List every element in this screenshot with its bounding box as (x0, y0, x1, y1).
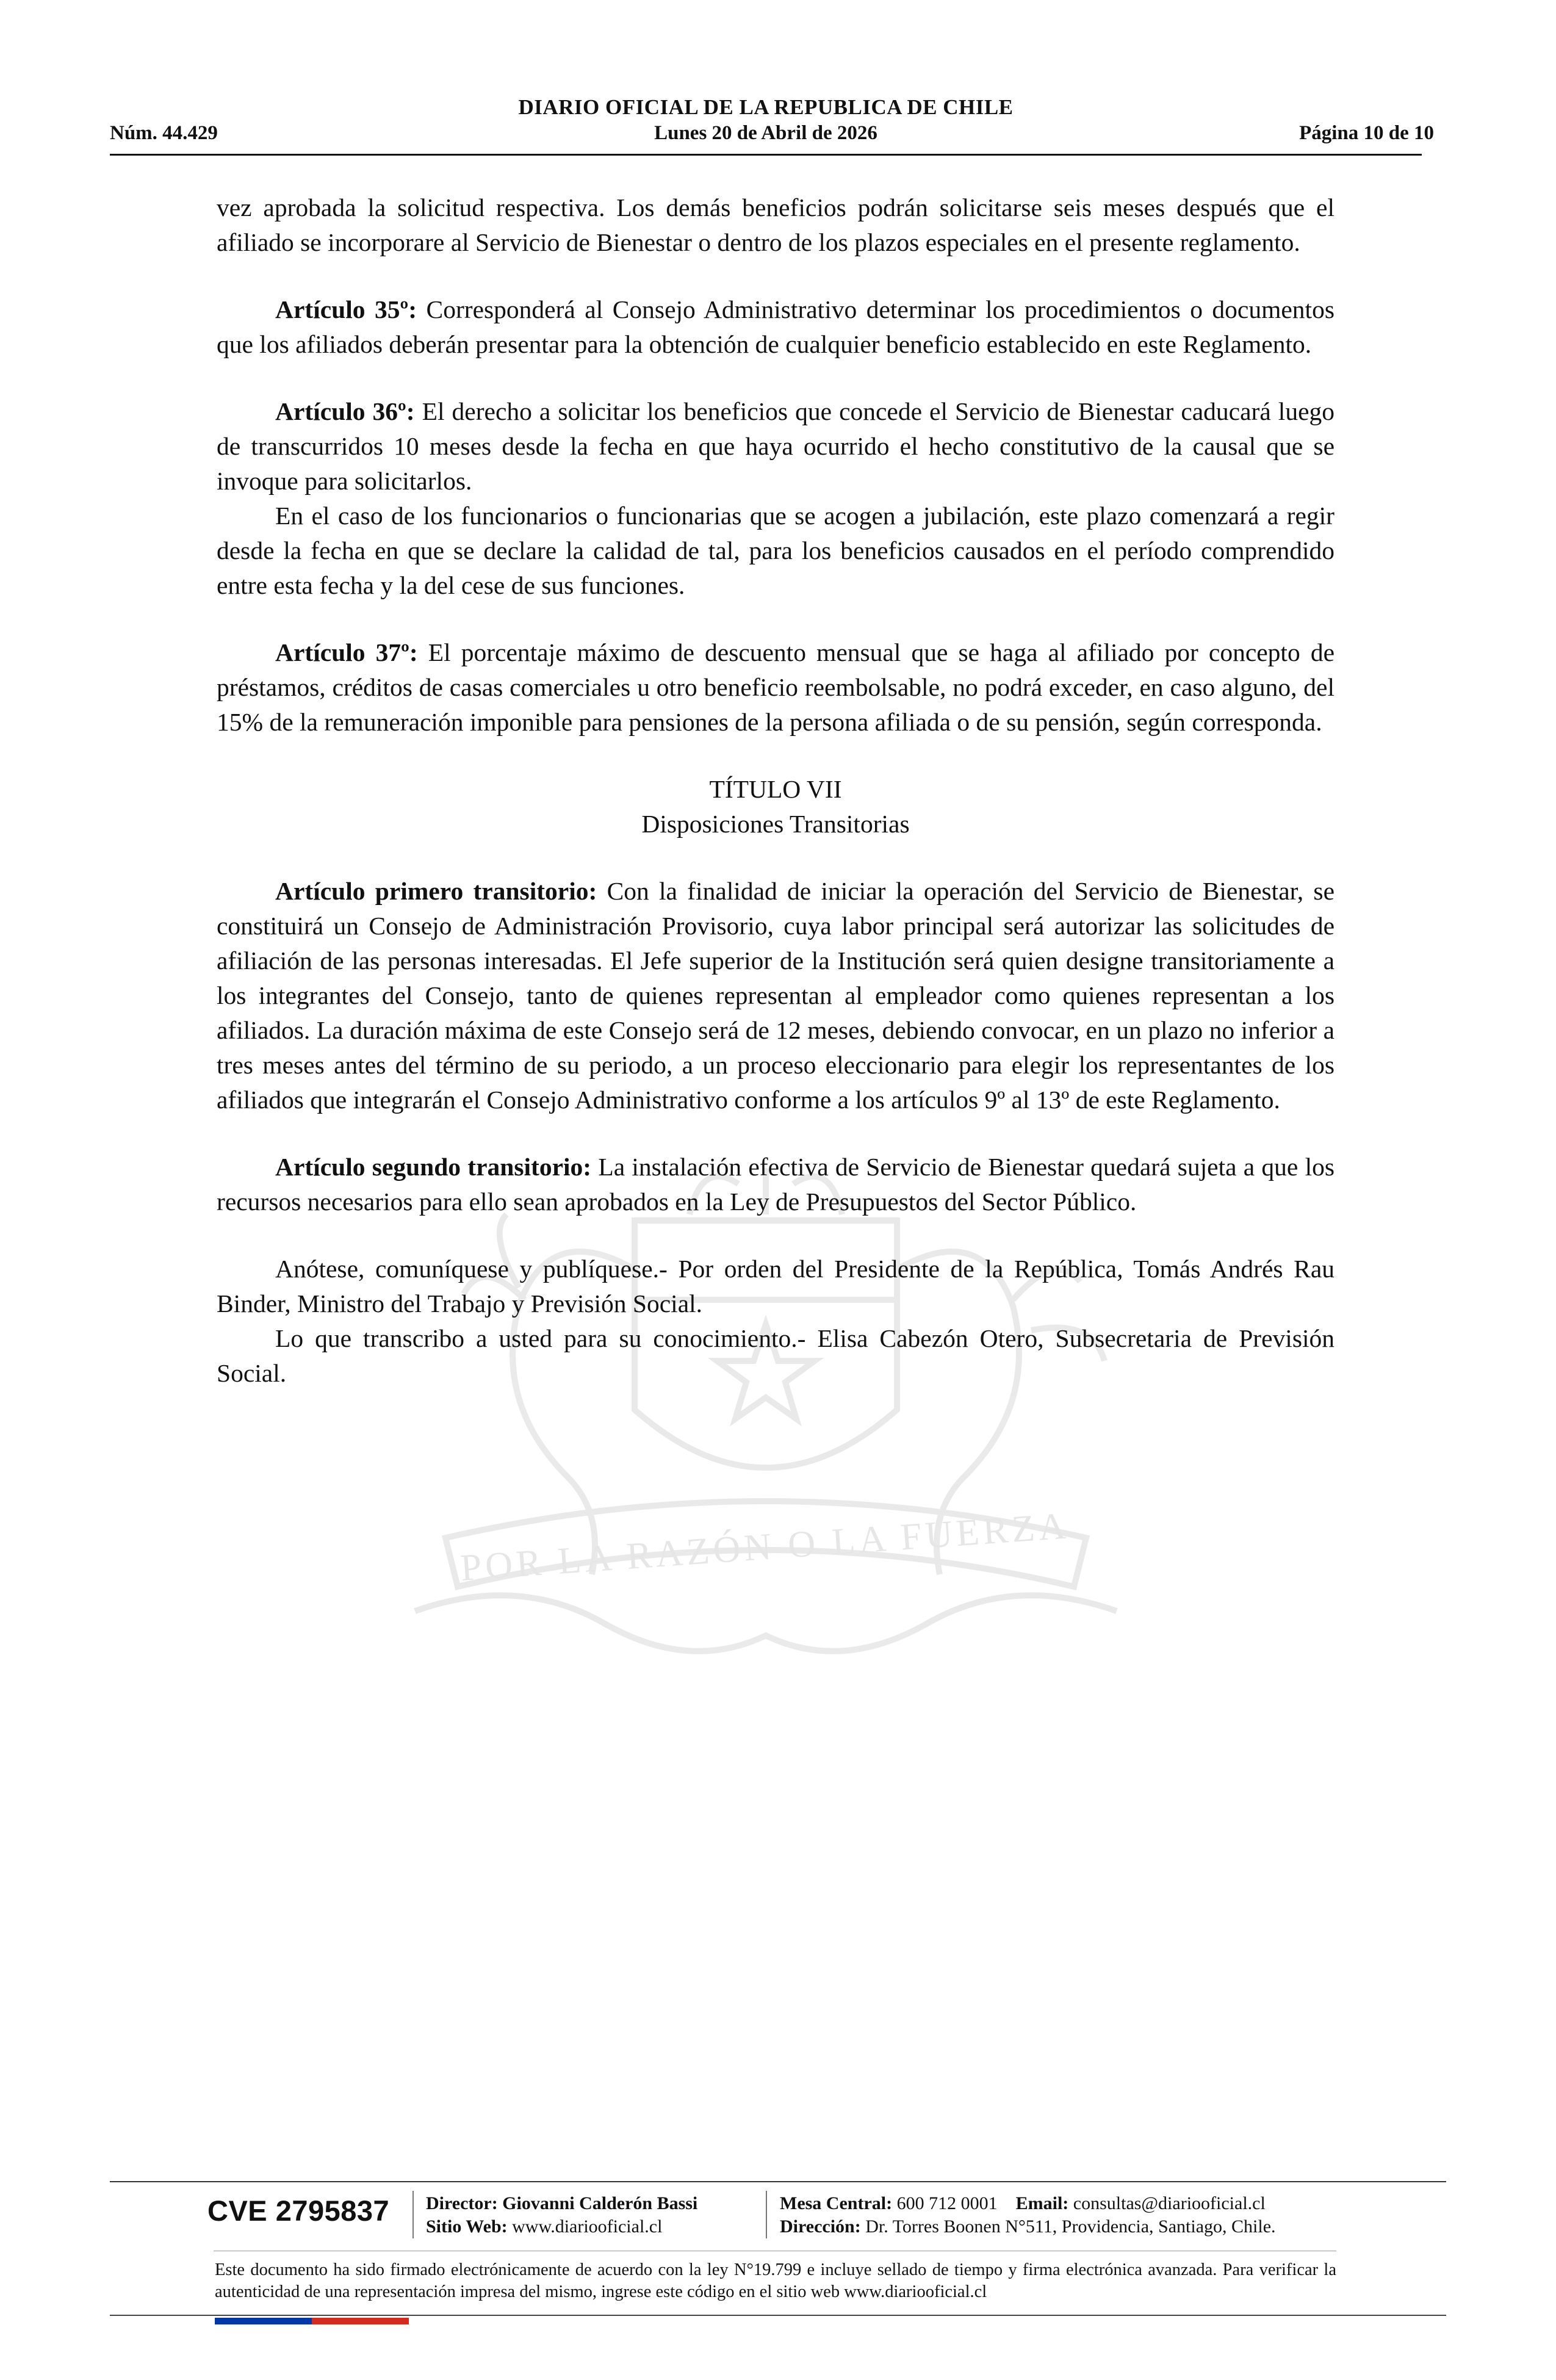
transitory-article-1 (217, 874, 1334, 1117)
footer-director-block (426, 2192, 697, 2238)
mesa-central-value: 600 712 0001 (896, 2193, 998, 2213)
director-name: Giovanni Calderón Bassi (502, 2193, 698, 2213)
address-label: Dirección: (780, 2216, 861, 2237)
closing-paragraph-2: Lo que transcribo a usted para su conocimiento.- Elisa Cabezón Otero, Subsecretaria de Previsión Social. (217, 1324, 1334, 1387)
title-subheading: Disposiciones Transitorias (641, 810, 910, 838)
footer-bottom-divider (110, 2315, 1446, 2316)
article-35-label: Artículo 35º: (275, 295, 417, 323)
footer-separator (766, 2191, 767, 2238)
mesa-central-label: Mesa Central: (780, 2193, 893, 2213)
transitory-article-1-label: Artículo primero transitorio: (275, 877, 597, 905)
article-35-text: Corresponderá al Consejo Administrativo determinar los procedimientos o documentos que los afiliados deberán presentar para la obtención de cualquier beneficio establecido en este Reglamento. (217, 295, 1334, 358)
transitory-article-2-label: Artículo segundo transitorio: (275, 1153, 592, 1181)
article-36-label: Artículo 36º: (275, 397, 415, 425)
article-35 (217, 292, 1334, 362)
article-37-text: El porcentaje máximo de descuento mensual que se haga al afiliado por concepto de préstamos, créditos de casas comerciales u otro beneficio reembolsable, no podrá exceder, en caso alguno, del 15% de la remuneración imponible para pensiones de la persona afiliada o de su pensión, según corresponda. (217, 638, 1334, 736)
closing-paragraph-1: Anótese, comuníquese y publíquese.- Por orden del Presidente de la República, Tomás Andrés Rau Binder, Ministro del Trabajo y Previsión Social. (217, 1255, 1334, 1318)
email-link[interactable]: consultas@diariooficial.cl (1073, 2193, 1266, 2213)
article-37 (217, 635, 1334, 740)
footer-separator (412, 2191, 414, 2238)
flag-red-segment (312, 2318, 409, 2324)
header-row (110, 122, 1434, 150)
director-label: Director: (426, 2193, 498, 2213)
legal-notice: Este documento ha sido firmado electrónicamente de acuerdo con la ley N°19.799 e incluye sellado de tiempo y firma electrónica avanzada. Para verificar la autenticidad de una representación impresa del mismo, ingrese este código en el sitio web www.diariooficial.cl (215, 2260, 1336, 2301)
footer-contact-block (780, 2192, 1276, 2238)
header-divider (110, 154, 1422, 156)
transitory-article-2 (217, 1150, 1334, 1219)
issue-number: Núm. 44.429 (110, 122, 218, 144)
website-link[interactable]: www.diariooficial.cl (512, 2216, 663, 2237)
transitory-article-2-text: La instalación efectiva de Servicio de Bienestar quedará sujeta a que los recursos necesarios para ello sean aprobados en la Ley de Presupuestos del Sector Público. (217, 1153, 1334, 1216)
flag-color-bar (215, 2318, 409, 2324)
watermark-motto: POR LA RAZÓN O LA FUERZA (459, 1505, 1071, 1589)
title-heading: TÍTULO VII (709, 775, 842, 803)
footer-top-divider (110, 2181, 1446, 2182)
newspaper-title: DIARIO OFICIAL DE LA REPUBLICA DE CHILE (518, 95, 1014, 119)
article-37-label: Artículo 37º: (275, 638, 418, 666)
website-label: Sitio Web: (426, 2216, 508, 2237)
email-label: Email: (1015, 2193, 1069, 2213)
address-value: Dr. Torres Boonen N°511, Providencia, Santiago, Chile. (865, 2216, 1276, 2237)
cve-code: CVE 2795837 (207, 2194, 390, 2227)
article-36-paragraph-2: En el caso de los funcionarios o funcionarias que se acogen a jubilación, este plazo comenzará a regir desde la fecha en que se declare la calidad de tal, para los beneficios causados en el período comprendido entre esta fecha y la del cese de sus funciones. (217, 502, 1334, 599)
document-body (217, 190, 1334, 1391)
issue-date: Lunes 20 de Abril de 2026 (654, 122, 877, 144)
page-indicator: Página 10 de 10 (1299, 122, 1434, 144)
continuation-paragraph: vez aprobada la solicitud respectiva. Los demás beneficios podrán solicitarse seis meses después que el afiliado se incorporare al Servicio de Bienestar o dentro de los plazos especiales en el presente reglamento. (217, 193, 1334, 256)
flag-blue-segment (215, 2318, 312, 2324)
article-36-text: El derecho a solicitar los beneficios que concede el Servicio de Bienestar caducará luego de transcurridos 10 meses desde la fecha en que haya ocurrido el hecho constitutivo de la causal que se invoque para solicitarlos. (217, 397, 1334, 495)
transitory-article-1-text: Con la finalidad de iniciar la operación del Servicio de Bienestar, se constituirá un Consejo de Administración Provisorio, cuya labor principal será autorizar las solicitudes de afiliación de las personas interesadas. El Jefe superior de la Institución será quien designe transitoriamente a los integrantes del Consejo, tanto de quienes representan al empleador como quienes representan a los afiliados. La duración máxima de este Consejo será de 12 meses, debiendo convocar, en un plazo no inferior a tres meses antes del término de su periodo, a un proceso eleccionario para elegir los representantes de los afiliados que integrarán el Consejo Administrativo conforme a los artículos 9º al 13º de este Reglamento. (217, 877, 1334, 1114)
article-36 (217, 394, 1334, 499)
